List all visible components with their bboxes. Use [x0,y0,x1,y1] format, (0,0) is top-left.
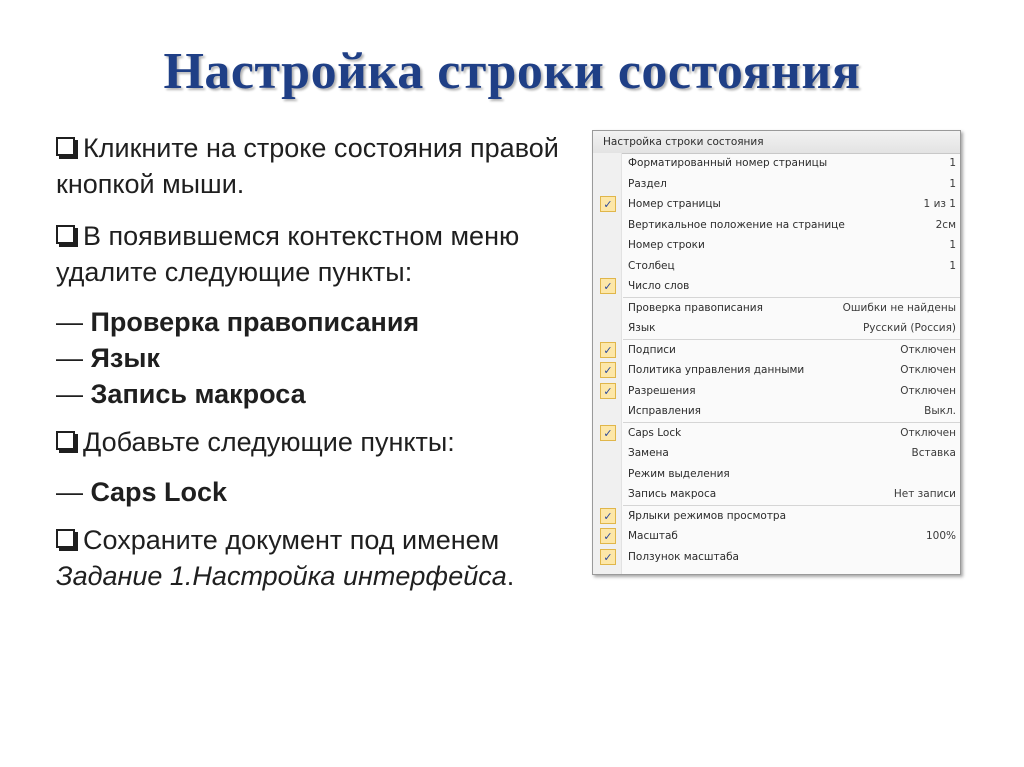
menu-item-value: Русский (Россия) [862,322,956,334]
checkbox-bullet-icon [56,225,75,244]
menu-item-value: 1 [949,157,956,169]
menu-item[interactable] [593,381,960,402]
menu-item-value: 1 из 1 [923,198,956,210]
menu-item-value: Вставка [911,447,956,459]
menu-item-label: Caps Lock [628,426,682,439]
remove-item: — Запись макроса [56,379,306,409]
bullet-add-items [56,424,576,460]
checkmark-icon: ✓ [600,278,616,294]
slide-title: Настройка строки состояния [163,43,861,100]
menu-title: Настройка строки состояния [593,131,960,154]
remove-items-list [56,304,576,412]
menu-item-label: Политика управления данными [628,364,805,376]
menu-item[interactable] [593,235,960,256]
bullet-remove-items [56,218,576,290]
bullet-text: Сохраните документ под именем [83,525,500,555]
menu-item-label: Разрешения [628,384,696,397]
checkmark-icon: ✓ [600,196,616,212]
menu-item-label: Ползунок масштаба [628,550,739,563]
menu-item[interactable] [593,174,960,195]
menu-item-value: Ошибки не найдены [842,301,956,314]
menu-item[interactable] [593,318,960,339]
remove-item: — Язык [56,343,160,373]
slide-content [56,130,576,594]
menu-item-label: Номер страницы [628,198,721,210]
menu-item-label: Раздел [628,177,667,190]
menu-item-label: Масштаб [628,530,678,542]
checkbox-bullet-icon [56,529,75,548]
menu-item-label: Форматированный номер страницы [628,157,828,169]
menu-item-value: 1 [949,239,956,251]
menu-item-label: Номер строки [628,239,705,251]
menu-item-value: 2см [935,218,956,231]
menu-item-value: 1 [949,177,956,190]
checkmark-icon: ✓ [600,342,616,358]
checkmark-icon: ✓ [600,362,616,378]
menu-item[interactable] [593,153,960,174]
menu-item[interactable] [593,340,960,361]
menu-item-value: Выкл. [924,405,956,417]
menu-item-label: Число слов [628,280,690,292]
add-item: — Caps Lock [56,477,228,507]
menu-items [593,153,960,567]
menu-item[interactable] [593,464,960,485]
status-bar-context-menu [592,130,961,575]
menu-item[interactable] [593,506,960,527]
menu-item-value: Нет записи [893,488,956,500]
menu-item[interactable] [593,360,960,381]
menu-item[interactable] [593,484,960,505]
menu-item-value: 100% [925,530,956,542]
menu-item-label: Подписи [628,343,676,356]
bullet-text: В появившемся контекстном меню удалите следующие пункты: [56,221,520,287]
menu-item-label: Исправления [628,405,701,417]
menu-item-label: Вертикальное положение на странице [628,218,845,231]
checkbox-bullet-icon [56,137,75,156]
checkmark-icon: ✓ [600,383,616,399]
bullet-text: Кликните на строке состояния правой кнопкой мыши. [56,133,559,199]
menu-item-value: Отключен [900,426,956,439]
checkmark-icon: ✓ [600,508,616,524]
menu-item-value: 1 [949,259,956,272]
menu-item[interactable] [593,215,960,236]
menu-item[interactable] [593,401,960,422]
remove-item: — Проверка правописания [56,307,420,337]
checkmark-icon: ✓ [600,549,616,565]
checkmark-icon: ✓ [600,425,616,441]
menu-item-label: Режим выделения [628,467,730,480]
checkbox-bullet-icon [56,431,75,450]
menu-item[interactable] [593,298,960,319]
menu-item[interactable] [593,547,960,568]
bullet-save-document: Сохраните документ под именем Задание 1.Настройка интерфейса. [56,525,515,591]
checkmark-icon: ✓ [600,528,616,544]
bullet-text: Добавьте следующие пункты: [83,427,455,457]
menu-item-label: Проверка правописания [628,301,763,314]
menu-item-label: Ярлыки режимов просмотра [628,509,787,522]
bullet-click-status-bar [56,130,576,202]
document-name: Задание 1.Настройка интерфейса [56,561,507,591]
menu-item-value: Отключен [900,343,956,356]
menu-item[interactable] [593,423,960,444]
menu-item[interactable] [593,194,960,215]
menu-item-label: Замена [628,447,669,459]
menu-item-value: Отключен [900,364,956,376]
menu-item-label: Столбец [628,259,675,272]
menu-item-value: Отключен [900,384,956,397]
menu-item[interactable] [593,526,960,547]
menu-item[interactable] [593,256,960,277]
menu-item-label: Язык [628,322,656,334]
menu-item[interactable] [593,276,960,297]
menu-item-label: Запись макроса [628,488,717,500]
menu-item[interactable] [593,443,960,464]
